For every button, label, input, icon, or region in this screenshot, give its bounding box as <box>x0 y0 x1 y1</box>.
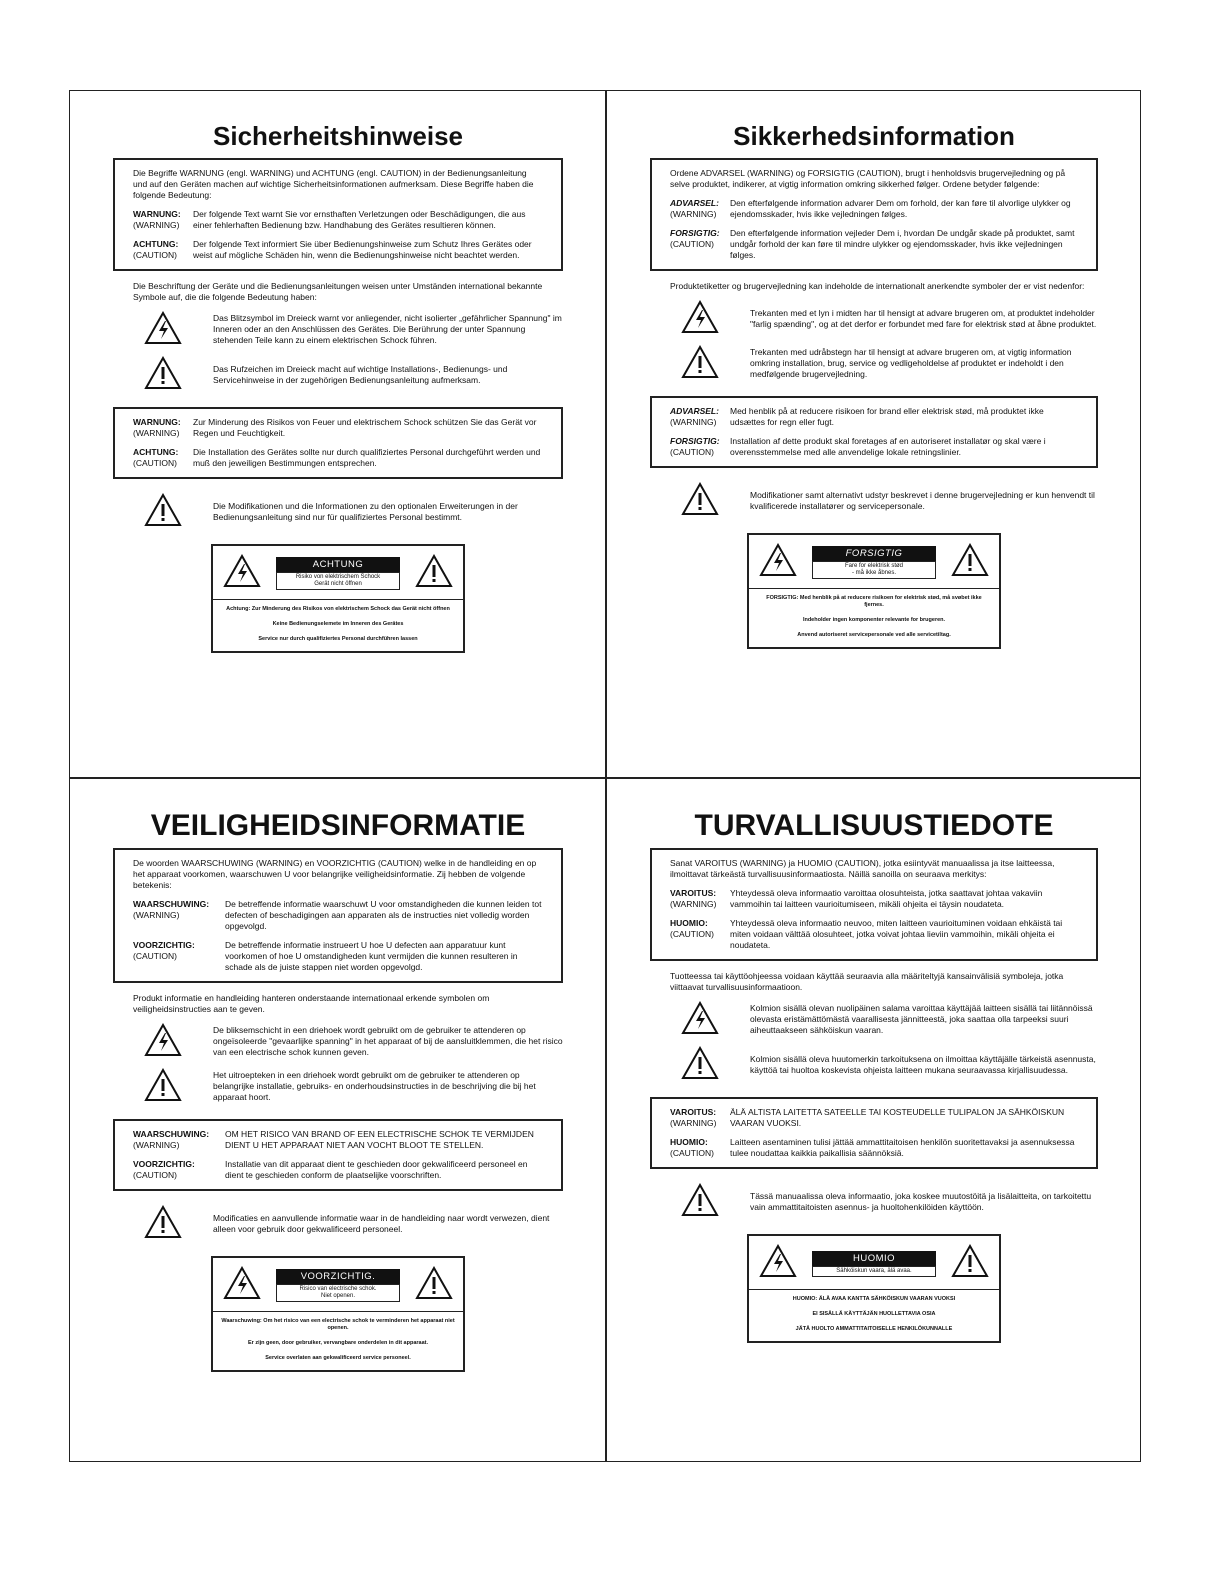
caution-english: (CAUTION) <box>670 239 714 249</box>
danish-section <box>650 114 1098 649</box>
label-heading: VOORZICHTIG. <box>276 1269 400 1284</box>
label-line-1: Achtung: Zur Minderung des Risikos von elektrischem Schock das Gerät nicht öffnen <box>226 606 450 612</box>
label-subtext-2: Niet openen. <box>320 1293 356 1299</box>
definitions-box <box>113 158 563 271</box>
box-caution-row <box>670 1137 1078 1159</box>
exclamation-triangle-icon <box>131 1205 195 1242</box>
box-caution-english: (CAUTION) <box>670 1148 714 1158</box>
exclamation-triangle-icon <box>951 543 989 582</box>
horizontal-divider <box>70 777 1140 779</box>
warning-box <box>113 1119 563 1191</box>
box-caution-text: Installation af dette produkt skal foretages af en autoriseret installatør og skal være i overensstemmelse med alle anvendelige lokale retningslinier. <box>730 436 1046 457</box>
warning-definition <box>670 198 1078 220</box>
exclamation-symbol-entry <box>113 356 563 393</box>
modification-symbol-entry <box>113 1205 563 1242</box>
caution-text: Yhteydessä oleva informaatio neuvoo, miten laitteen vaurioituminen voidaan ehkäistä tai miten voidaan välttää olosuhteet, jotka voivat johtaa lieviin vammoihin, mikäli ohjeita ei noudateta. <box>730 918 1063 950</box>
vertical-divider <box>605 91 607 1461</box>
label-line-1: FORSIGTIG: Med henblik på at reducere risikoen for elektrisk stød, må svøbet ikke fjernes. <box>766 595 982 608</box>
lightning-symbol-entry <box>650 300 1098 337</box>
caution-label <box>747 1234 1001 1343</box>
lightning-triangle-icon <box>131 311 195 348</box>
caution-label <box>211 544 465 653</box>
symbols-intro: Die Beschriftung der Geräte und die Bedienungsanleitungen weisen unter Umständen international bekannte Symbole auf, die die folgende Bedeutung haben: <box>133 281 543 302</box>
warning-text: De betreffende informatie waarschuwt U voor omstandigheden die kunnen leiden tot defecten of beschadigingen aan apparaten als de instructies niet volledig worden opgevolgd. <box>225 899 542 931</box>
box-warning-row <box>670 1107 1078 1129</box>
label-heading: FORSIGTIG <box>812 546 936 561</box>
box-warning-english: (WARNING) <box>670 1118 717 1128</box>
exclamation-symbol-entry <box>113 1068 563 1105</box>
modification-text: Tässä manuaalissa oleva informaatio, joka koskee muutostöitä ja lisälaitteita, on tarkoitettu vain ammattitaitoisten asennus- ja huoltohenkilöiden käyttöön. <box>750 1190 1092 1212</box>
lightning-triangle-icon <box>223 554 261 593</box>
modification-symbol-entry <box>650 482 1098 519</box>
box-warning-row <box>133 417 543 439</box>
definitions-box <box>650 848 1098 961</box>
intro-text: De woorden WAARSCHUWING (WARNING) en VOORZICHTIG (CAUTION) welke in de handleiding en op het apparaat voorkomen, waarschuwen U voor belangrijke veiligheidsinformatie. Zij hebben de volgende betekenis: <box>133 858 537 890</box>
box-warning-english: (WARNING) <box>133 428 180 438</box>
label-subtext-1: Sähköiskun vaara, älä avaa. <box>836 1267 912 1274</box>
box-caution-text: Laitteen asentaminen tulisi jättää ammattitaitoisen henkilön suoritettavaksi ja asennuksessa tulee noudattaa kaikkia paikallisia säännöksiä. <box>730 1137 1075 1158</box>
lightning-triangle-icon <box>223 1266 261 1305</box>
finnish-section <box>650 804 1098 1343</box>
box-warning-text: OM HET RISICO VAN BRAND OF EEN ELECTRISCHE SCHOK TE VERMIJDEN DIENT U HET APPARAAT NIET AAN VOCHT BLOOT TE STELLEN. <box>225 1129 534 1150</box>
box-warning-term: WAARSCHUWING: <box>133 1129 210 1139</box>
box-caution-text: Die Installation des Gerätes sollte nur durch qualifiziertes Personal durchgeführt werden und muß den jeweiligen Bestimmungen entsprechen. <box>193 447 541 468</box>
box-warning-row <box>133 1129 543 1151</box>
warning-term: WARNUNG: <box>133 209 181 219</box>
lightning-triangle-icon <box>759 1244 797 1283</box>
exclamation-symbol-entry <box>650 345 1098 382</box>
intro-text: Sanat VAROITUS (WARNING) ja HUOMIO (CAUTION), jotka esiintyvät manuaalissa ja itse laitteessa, ilmoittavat tärkeästä turvallisuusinformaatiosta. Näillä sanoilla on seuraava merkitys: <box>670 858 1055 879</box>
warning-term: ADVARSEL: <box>670 198 719 208</box>
box-warning-text: Zur Minderung des Risikos von Feuer und elektrischem Schock schützen Sie das Gerät vor Regen und Feuchtigkeit. <box>193 417 537 438</box>
caution-text: Den efterfølgende information vejleder Dem i, hvordan De undgår skade på produktet, samt undgår forhold der kan føre til mindre ulykker og ejendomsskader, hvis ikke vejledningen følges. <box>730 228 1075 260</box>
section-title: VEILIGHEIDSINFORMATIE <box>150 809 526 842</box>
caution-text: Der folgende Text informiert Sie über Bedienungshinweise zum Schutz Ihres Gerätes oder weist auf mögliche Schäden hin, wenn die Bedienungshinweise nicht beachtet werden. <box>193 239 532 260</box>
warning-definition <box>133 209 543 231</box>
exclamation-symbol-text: Het uitroepteken in een driehoek wordt gebruikt om de gebruiker te attenderen op belangrijke installatie, gebruiks- en onderhoudsinstructies in de beschrijving die bij het apparaat hoort. <box>213 1070 536 1102</box>
exclamation-triangle-icon <box>131 493 195 530</box>
lightning-triangle-icon <box>668 300 732 337</box>
german-section <box>113 114 563 653</box>
exclamation-triangle-icon <box>131 1068 195 1105</box>
exclamation-symbol-entry <box>650 1046 1098 1083</box>
lightning-symbol-text: Trekanten med et lyn i midten har til hensigt at advare brugeren om, at produktet indeholder "farlig spænding", og at det derfor er forbundet med fare for elektrisk stød at åbne produktet. <box>750 307 1097 329</box>
box-warning-term: ADVARSEL: <box>670 406 719 416</box>
section-title: Sicherheitshinweise <box>213 121 463 151</box>
warning-english: (WARNING) <box>670 899 717 909</box>
dutch-section <box>113 804 563 1372</box>
exclamation-symbol-text: Trekanten med udråbstegn har til hensigt at advare brugeren om, at vigtig information omkring installation, brug, service og vedligeholdelse af produktet er indeholdt i den medfølgende brugervejledning. <box>750 347 1072 379</box>
label-line-3: Anvend autoriseret servicepersonale ved alle servicetiltag. <box>797 632 951 638</box>
exclamation-triangle-icon <box>668 1183 732 1220</box>
intro-text: Die Begriffe WARNUNG (engl. WARNING) und ACHTUNG (engl. CAUTION) in der Bedienungsanleitung und auf den Geräten machen auf wichtige Sicherheitsinformationen aufmerksam. Diese Begriffe haben die folgende Bedeutung: <box>133 168 534 200</box>
definitions-box <box>650 158 1098 271</box>
warning-box <box>113 407 563 479</box>
box-caution-row <box>133 1159 543 1181</box>
label-subtext-2: Gerät nicht öffnen <box>314 581 362 587</box>
caution-english: (CAUTION) <box>133 951 177 961</box>
caution-english: (CAUTION) <box>670 929 714 939</box>
modification-text: Modifikationer samt alternativt udstyr beskrevet i denne brugervejledning er kun henvendt til kvalificerede installatører og servicepersonale. <box>750 489 1095 511</box>
box-caution-term: ACHTUNG: <box>133 447 179 457</box>
exclamation-triangle-icon <box>668 482 732 519</box>
lightning-triangle-icon <box>131 1023 195 1060</box>
caution-term: HUOMIO: <box>670 918 708 928</box>
box-caution-text: Installatie van dit apparaat dient te geschieden door gekwalificeerd personeel en dient te geschieden conform de plaatselijke voorschriften. <box>225 1159 528 1180</box>
label-line-2: Keine Bedienungselemete im Inneren des Gerätes <box>272 621 404 627</box>
box-warning-english: (WARNING) <box>670 417 717 427</box>
lightning-symbol-text: Kolmion sisällä olevan nuolipäinen salama varoittaa käyttäjää laitteen sisällä tai liitännöissä olevasta eristämättömästä vaarallisesta jännitteestä, joka saattaa olla tarpeeksi suuri aiheuttaakseen sähköiskun vaaran. <box>750 1003 1093 1035</box>
warning-text: Der folgende Text warnt Sie vor ernsthaften Verletzungen oder Beschädigungen, die aus einer fehlerhaften Bedienung bzw. Handhabung des Gerätes resultieren können. <box>193 209 526 230</box>
caution-term: VOORZICHTIG: <box>133 940 195 950</box>
lightning-symbol-entry <box>113 311 563 348</box>
box-warning-text: Med henblik på at reducere risikoen for brand eller elektrisk stød, må produktet ikke udsættes for regn eller fugt. <box>730 406 1044 427</box>
label-line-2: Indeholder ingen komponenter relevante for brugeren. <box>802 617 946 623</box>
label-subtext-1: Risico van electrische schok. <box>299 1286 377 1292</box>
box-caution-term: FORSIGTIG: <box>670 436 720 446</box>
warning-text: Yhteydessä oleva informaatio varoittaa olosuhteista, jotka saattavat johtaa vakaviin vammoihin tai laitteen vaurioitumiseen, mikäli ohjeita ei täysin noudateta. <box>730 888 1043 909</box>
warning-definition <box>670 888 1078 910</box>
box-warning-term: WARNUNG: <box>133 417 181 427</box>
exclamation-triangle-icon <box>668 1046 732 1083</box>
modification-text: Modificaties en aanvullende informatie waar in de handleiding naar wordt verwezen, dient alleen voor gebruik door gekwalificeerd personeel. <box>213 1212 550 1234</box>
label-subtext-1: Risiko von elektrischem Schock <box>295 574 381 580</box>
exclamation-triangle-icon <box>951 1244 989 1283</box>
label-line-3: Service overlaten aan gekwalificeerd service personeel. <box>265 1355 411 1361</box>
caution-label <box>211 1256 465 1372</box>
label-line-1: HUOMIO: ÄLÄ AVAA KANTTA SÄHKÖISKUN VAARAN VUOKSI <box>792 1296 956 1302</box>
symbols-intro: Produkt informatie en handleiding hanteren onderstaande internationaal erkende symbolen om veiligheidsinstructies aan te geven. <box>133 993 490 1014</box>
label-subtext-1: Fare for elektrisk stød <box>844 563 903 569</box>
warning-english: (WARNING) <box>670 209 717 219</box>
warning-definition <box>133 899 543 932</box>
caution-text: De betreffende informatie instrueert U hoe U defecten aan apparatuur kunt voorkomen of hoe U omstandigheden kunt vermijden die kunnen resulteren in schade als de juiste stappen niet worden opgevolgd. <box>225 940 518 972</box>
caution-english: (CAUTION) <box>133 250 177 260</box>
section-title: TURVALLISUUSTIEDOTE <box>694 809 1054 842</box>
box-caution-row <box>670 436 1078 458</box>
warning-english: (WARNING) <box>133 910 180 920</box>
label-line-1: Waarschuwing: Om het risico van een electrische schok te verminderen het apparaat niet openen. <box>221 1318 455 1331</box>
box-warning-text: ÄLÄ ALTISTA LAITETTA SATEELLE TAI KOSTEUDELLE TULIPALON JA SÄHKÖISKUN VAARAN VUOKSI. <box>730 1107 1065 1128</box>
symbols-intro: Produktetiketter og brugervejledning kan indeholde de internationalt anerkendte symboler der er vist nedenfor: <box>670 281 1085 291</box>
exclamation-symbol-text: Kolmion sisällä oleva huutomerkin tarkoituksena on ilmoittaa käyttäjälle tärkeistä asennusta, käyttöä tai huoltoa koskevista ohjeista laitteen mukana seuraavassa kirjallisuudessa. <box>750 1053 1096 1075</box>
caution-term: ACHTUNG: <box>133 239 179 249</box>
box-caution-row <box>133 447 543 469</box>
exclamation-symbol-text: Das Rufzeichen im Dreieck macht auf wichtige Installations-, Bedienungs- und Servicehinweise in der zugehörigen Bedienungsanleitung aufmerksam. <box>213 363 508 385</box>
label-line-3: Service nur durch qualifiziertes Personal durchführen lassen <box>258 636 418 642</box>
caution-term: FORSIGTIG: <box>670 228 720 238</box>
exclamation-triangle-icon <box>131 356 195 393</box>
box-caution-term: VOORZICHTIG: <box>133 1159 195 1169</box>
caution-definition <box>670 228 1078 261</box>
section-title: Sikkerhedsinformation <box>733 121 1015 151</box>
box-warning-row <box>670 406 1078 428</box>
lightning-symbol-text: De bliksemschicht in een driehoek wordt gebruikt om de gebruiker te attenderen op ongeïsoleerde "gevaarlijke spanning" in het apparaat of bij de aansluitklemmen, die het risico van een electrische schok kunnen geven. <box>213 1025 563 1057</box>
caution-definition <box>133 239 543 261</box>
exclamation-triangle-icon <box>415 554 453 593</box>
warning-box <box>650 396 1098 468</box>
intro-text: Ordene ADVARSEL (WARNING) og FORSIGTIG (CAUTION), brugt i henholdsvis brugervejledning og på selve produktet, indikerer, at vigtig information omkring sikkerhed følger. Ordene betyder følgende: <box>670 168 1066 189</box>
exclamation-triangle-icon <box>668 345 732 382</box>
modification-symbol-entry <box>113 493 563 530</box>
warning-term: WAARSCHUWING: <box>133 899 210 909</box>
exclamation-triangle-icon <box>415 1266 453 1305</box>
box-caution-english: (CAUTION) <box>133 1170 177 1180</box>
warning-text: Den efterfølgende information advarer Dem om forhold, der kan føre til alvorlige ulykker og ejendomsskader, hvis ikke vejledningen følges. <box>730 198 1071 219</box>
box-caution-term: HUOMIO: <box>670 1137 708 1147</box>
lightning-symbol-text: Das Blitzsymbol im Dreieck warnt vor anliegender, nicht isolierter „gefährlicher Spannung" im Inneren oder an den Anschlüssen des Gerätes. Die Berührung der unter Spannung stehenden Teile kann zu einem elektrischen Schock führen. <box>213 313 562 345</box>
caution-definition <box>670 918 1078 951</box>
lightning-triangle-icon <box>759 543 797 582</box>
label-line-2: EI SISÄLLÄ KÄYTTÄJÄN HUOLLETTAVIA OSIA <box>812 1311 936 1317</box>
box-warning-english: (WARNING) <box>133 1140 180 1150</box>
definitions-box <box>113 848 563 983</box>
warning-box <box>650 1097 1098 1169</box>
label-subtext-2: - må ikke åbnes. <box>851 570 897 576</box>
label-heading: ACHTUNG <box>276 557 400 572</box>
modification-text: Die Modifikationen und die Informationen zu den optionalen Erweiterungen in der Bedienungsanleitung sind nur für qualifiziertes Personal bestimmt. <box>213 500 518 522</box>
label-heading: HUOMIO <box>812 1251 936 1266</box>
modification-symbol-entry <box>650 1183 1098 1220</box>
lightning-symbol-entry <box>113 1023 563 1060</box>
caution-label <box>747 533 1001 649</box>
box-caution-english: (CAUTION) <box>670 447 714 457</box>
box-warning-term: VAROITUS: <box>670 1107 717 1117</box>
warning-english: (WARNING) <box>133 220 180 230</box>
lightning-triangle-icon <box>668 1001 732 1038</box>
label-line-3: JÄTÄ HUOLTO AMMATTITAITOISELLE HENKILÖKUNNALLE <box>795 1326 953 1332</box>
caution-definition <box>133 940 543 973</box>
symbols-intro: Tuotteessa tai käyttöohjeessa voidaan käyttää seuraavia alla määriteltyjä kansainvälisiä symboleja, jotka viittaavat turvallisuusinformaatioon. <box>670 971 1064 992</box>
warning-term: VAROITUS: <box>670 888 717 898</box>
box-caution-english: (CAUTION) <box>133 458 177 468</box>
lightning-symbol-entry <box>650 1001 1098 1038</box>
label-line-2: Er zijn geen, door gebruiker, vervangbare onderdelen in dit apparaat. <box>247 1340 429 1346</box>
